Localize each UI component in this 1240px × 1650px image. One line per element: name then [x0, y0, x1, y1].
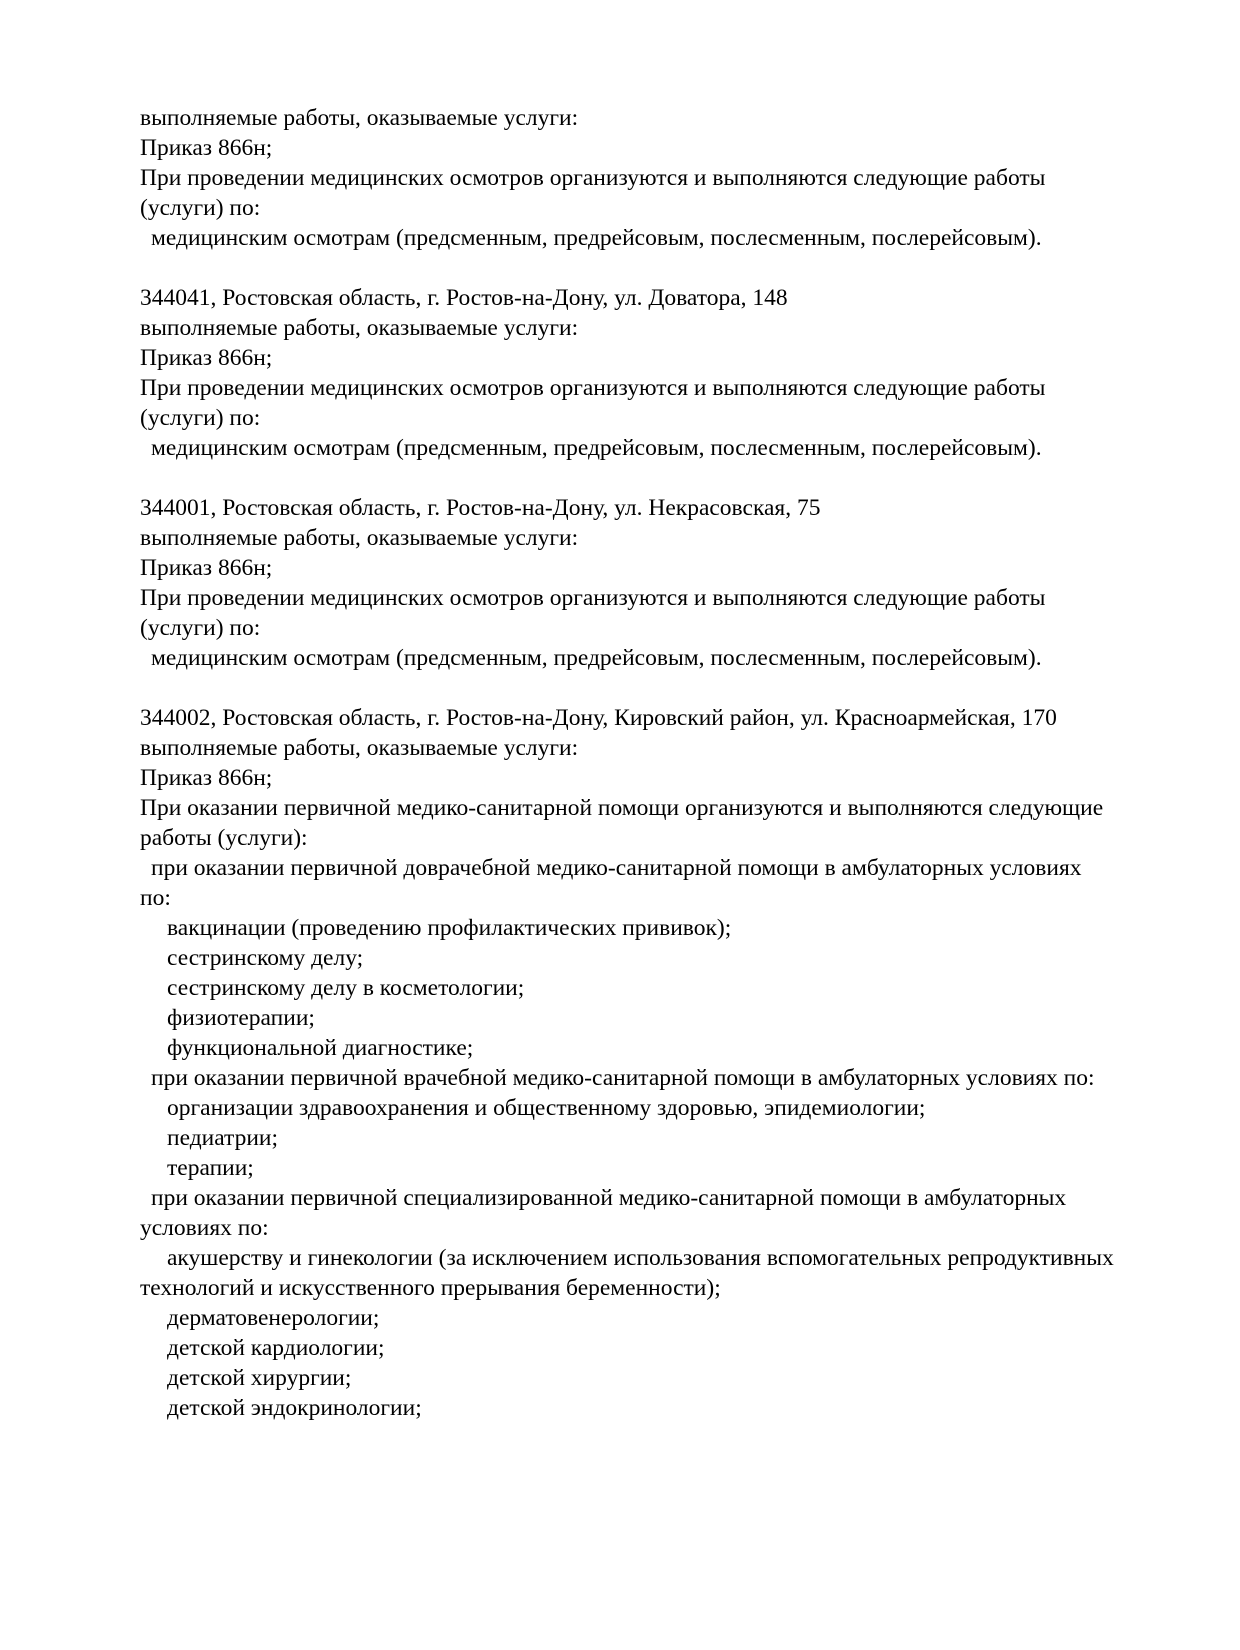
service-item: дерматовенерологии;: [167, 1305, 380, 1331]
text-line: При оказании первичной медико-санитарной помощи организуются и выполняются следующие: [140, 795, 1104, 821]
text-line: технологий и искусственного прерывания беременности);: [140, 1275, 721, 1301]
service-item: сестринскому делу;: [167, 945, 364, 971]
service-item: медицинским осмотрам (предсменным, предрейсовым, послесменным, послерейсовым).: [151, 225, 1042, 251]
service-item: медицинским осмотрам (предсменным, предрейсовым, послесменным, послерейсовым).: [151, 645, 1042, 671]
address-line: 344001, Ростовская область, г. Ростов-на-Дону, ул. Некрасовская, 75: [140, 495, 821, 521]
text-line: (услуги) по:: [140, 405, 261, 431]
license-block: [140, 283, 1200, 463]
text-line: При проведении медицинских осмотров организуются и выполняются следующие работы: [140, 165, 1046, 191]
text-line: При проведении медицинских осмотров организуются и выполняются следующие работы: [140, 375, 1046, 401]
service-item: детской хирургии;: [167, 1365, 352, 1391]
text-line: условиях по:: [140, 1215, 269, 1241]
service-item: акушерству и гинекологии (за исключением использования вспомогательных репродуктивных: [167, 1245, 1114, 1271]
service-item: детской эндокринологии;: [167, 1395, 422, 1421]
text-line: по:: [140, 885, 171, 911]
address-line: 344002, Ростовская область, г. Ростов-на-Дону, Кировский район, ул. Красноармейская, 170: [140, 705, 1057, 731]
service-item: функциональной диагностике;: [167, 1035, 474, 1061]
works-services-heading: выполняемые работы, оказываемые услуги:: [140, 315, 579, 341]
address-line: 344041, Ростовская область, г. Ростов-на-Дону, ул. Доватора, 148: [140, 285, 788, 311]
text-line: При проведении медицинских осмотров организуются и выполняются следующие работы: [140, 585, 1046, 611]
text-line: (услуги) по:: [140, 195, 261, 221]
text-line: (услуги) по:: [140, 615, 261, 641]
service-item: педиатрии;: [167, 1125, 279, 1151]
care-type-heading: при оказании первичной врачебной медико-санитарной помощи в амбулаторных условиях по:: [151, 1065, 1095, 1091]
service-item: медицинским осмотрам (предсменным, предрейсовым, послесменным, послерейсовым).: [151, 435, 1042, 461]
service-item: детской кардиологии;: [167, 1335, 385, 1361]
care-type-heading: при оказании первичной доврачебной медико-санитарной помощи в амбулаторных условиях: [151, 855, 1082, 881]
order-reference: Приказ 866н;: [140, 765, 273, 791]
service-item: сестринскому делу в косметологии;: [167, 975, 525, 1001]
order-reference: Приказ 866н;: [140, 135, 273, 161]
text-line: работы (услуги):: [140, 825, 308, 851]
service-item: вакцинации (проведению профилактических прививок);: [167, 915, 732, 941]
service-item: физиотерапии;: [167, 1005, 315, 1031]
order-reference: Приказ 866н;: [140, 345, 273, 371]
service-item: терапии;: [167, 1155, 254, 1181]
works-services-heading: выполняемые работы, оказываемые услуги:: [140, 735, 579, 761]
order-reference: Приказ 866н;: [140, 555, 273, 581]
license-block: [140, 103, 1200, 253]
works-services-heading: выполняемые работы, оказываемые услуги:: [140, 525, 579, 551]
license-block: [140, 703, 1200, 1423]
works-services-heading: выполняемые работы, оказываемые услуги:: [140, 105, 579, 131]
care-type-heading: при оказании первичной специализированной медико-санитарной помощи в амбулаторных: [151, 1185, 1067, 1211]
license-block: [140, 493, 1200, 673]
service-item: организации здравоохранения и общественному здоровью, эпидемиологии;: [167, 1095, 926, 1121]
